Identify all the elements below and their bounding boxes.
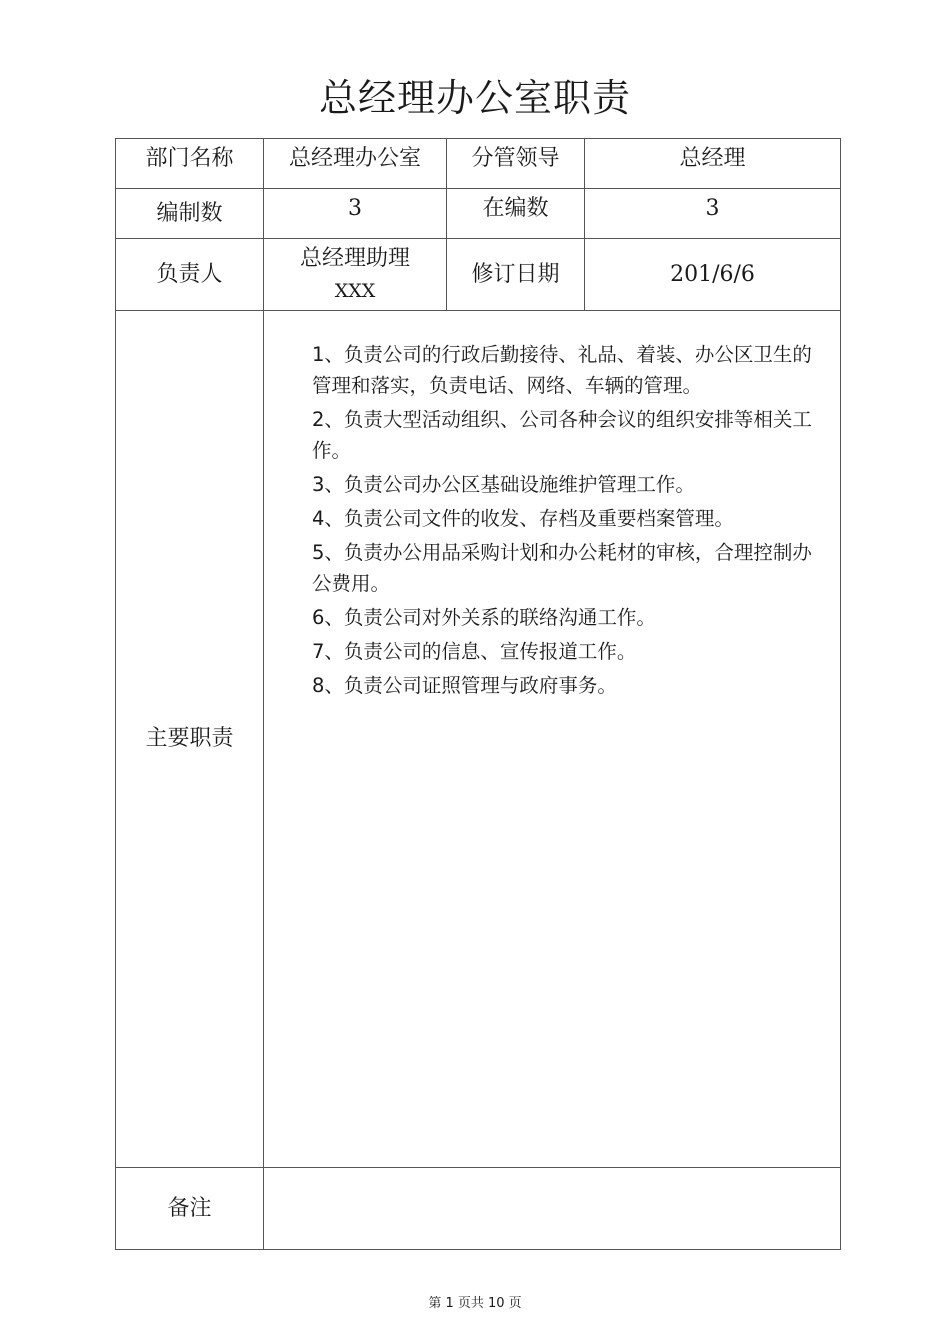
duty-list [264, 311, 840, 701]
table-row [116, 139, 841, 189]
current-staff-value: 3 [585, 189, 841, 239]
revision-label: 修订日期 [447, 239, 585, 311]
head-name: XXX [334, 279, 376, 302]
list-item: 4、负责公司文件的收发、存档及重要档案管理。 [312, 507, 734, 530]
list-item: 7、负责公司的信息、宣传报道工作。 [312, 640, 637, 663]
staffing-label: 编制数 [116, 189, 264, 239]
list-item: 3、负责公司办公区基础设施维护管理工作。 [312, 473, 695, 496]
head-value [264, 239, 447, 311]
head-title: 总经理助理 [299, 245, 410, 271]
head-label: 负责人 [116, 239, 264, 311]
dept-name-value: 总经理办公室 [264, 139, 447, 189]
duty-table [115, 138, 841, 1250]
supervisor-label: 分管领导 [447, 139, 585, 189]
list-item: 8、负责公司证照管理与政府事务。 [312, 674, 617, 697]
current-staff-label: 在编数 [447, 189, 585, 239]
list-item: 5、负责办公用品采购计划和办公耗材的审核，合理控制办公费用。 [312, 541, 812, 595]
table-row [116, 311, 841, 1168]
page-number: 第 1 页共 10 页 [428, 1296, 522, 1311]
list-item: 1、负责公司的行政后勤接待、礼品、着装、办公区卫生的管理和落实，负责电话、网络、车辆的管理。 [312, 343, 812, 397]
duties-label: 主要职责 [116, 311, 264, 1168]
remarks-value [264, 1168, 841, 1250]
list-item: 2、负责大型活动组织、公司各种会议的组织安排等相关工作。 [312, 408, 812, 462]
duties-cell [264, 311, 841, 1168]
staffing-value: 3 [264, 189, 447, 239]
remarks-label: 备注 [116, 1168, 264, 1250]
revision-value: 201/6/6 [585, 239, 841, 311]
table-row [116, 239, 841, 311]
list-item: 6、负责公司对外关系的联络沟通工作。 [312, 606, 656, 629]
table-row [116, 1168, 841, 1250]
supervisor-value: 总经理 [585, 139, 841, 189]
document-title: 总经理办公室职责 [318, 76, 631, 120]
dept-name-label: 部门名称 [116, 139, 264, 189]
table-row [116, 189, 841, 239]
